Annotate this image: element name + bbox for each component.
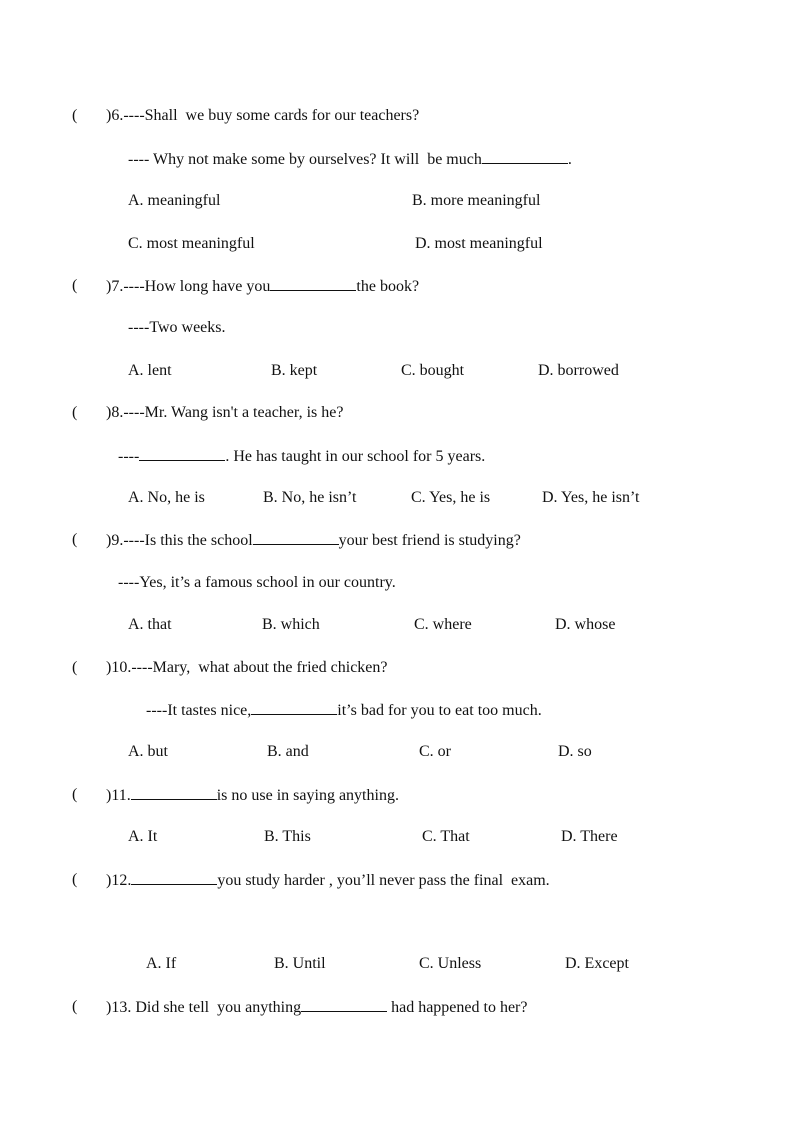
answer-paren: ( [72, 659, 78, 676]
option-d[interactable]: D. most meaningful [415, 235, 543, 252]
reply-text: it’s bad for you to eat too much. [337, 702, 542, 719]
reply-text: . [567, 151, 572, 168]
reply-text: . He has taught in our school for 5 years. [225, 448, 486, 465]
answer-paren: ( [72, 277, 78, 294]
option-d[interactable]: D. Yes, he isn’t [542, 489, 640, 506]
option-a[interactable]: A. that [128, 616, 172, 633]
option-d[interactable]: D. borrowed [538, 362, 619, 379]
question-number: )9. [106, 532, 124, 549]
answer-blank[interactable] [251, 700, 337, 715]
option-d[interactable]: D. Except [565, 955, 629, 972]
answer-blank[interactable] [131, 870, 217, 885]
question-9-prompt [106, 530, 521, 551]
question-text: ----Shall we buy some cards for our teachers? [123, 107, 420, 124]
question-text: ----Mr. Wang isn't a teacher, is he? [123, 404, 344, 421]
reply-text: ---- [118, 448, 140, 465]
question-number: )7. [106, 278, 124, 295]
question-text: )13. Did she tell you anything [106, 999, 302, 1016]
option-d[interactable]: D. whose [555, 616, 616, 633]
option-a[interactable]: A. It [128, 828, 158, 845]
answer-blank[interactable] [301, 997, 387, 1012]
question-text: the book? [356, 278, 420, 295]
option-c[interactable]: C. That [422, 828, 470, 845]
question-number: )8. [106, 404, 124, 421]
option-c[interactable]: C. where [414, 616, 472, 633]
question-number: )11. [106, 787, 131, 804]
question-text: your best friend is studying? [338, 532, 521, 549]
answer-paren: ( [72, 786, 78, 803]
option-c[interactable]: C. Unless [419, 955, 482, 972]
option-b[interactable]: B. No, he isn’t [263, 489, 357, 506]
question-number: )12. [106, 872, 132, 889]
option-a[interactable]: A. If [146, 955, 177, 972]
question-8-reply [118, 446, 485, 467]
option-b[interactable]: B. more meaningful [412, 192, 541, 209]
question-10-prompt [106, 658, 388, 678]
option-c[interactable]: C. bought [401, 362, 465, 379]
answer-blank[interactable] [253, 530, 339, 545]
option-b[interactable]: B. kept [271, 362, 318, 379]
question-13-prompt [106, 997, 527, 1018]
question-text: had happened to her? [387, 999, 528, 1016]
question-12-prompt [106, 870, 550, 891]
question-text: ----Mary, what about the fried chicken? [131, 659, 388, 676]
question-7-reply: ----Two weeks. [128, 319, 226, 336]
option-b[interactable]: B. which [262, 616, 320, 633]
option-a[interactable]: A. lent [128, 362, 172, 379]
option-b[interactable]: B. Until [274, 955, 326, 972]
answer-paren: ( [72, 998, 78, 1015]
answer-blank[interactable] [270, 276, 356, 291]
answer-paren: ( [72, 531, 78, 548]
option-a[interactable]: A. meaningful [128, 192, 221, 209]
question-9-reply: ----Yes, it’s a famous school in our country. [118, 574, 396, 591]
question-number: )10. [106, 659, 132, 676]
reply-text: ---- Why not make some by ourselves? It will be much [128, 151, 482, 168]
answer-blank[interactable] [482, 149, 568, 164]
answer-paren: ( [72, 107, 78, 124]
answer-paren: ( [72, 871, 78, 888]
question-text: is no use in saying anything. [216, 787, 399, 804]
question-8-prompt [106, 403, 343, 423]
question-6-reply [128, 149, 572, 170]
option-a[interactable]: A. No, he is [128, 489, 205, 506]
question-11-prompt [106, 785, 399, 806]
option-d[interactable]: D. so [558, 743, 592, 760]
question-10-reply [146, 700, 542, 721]
question-text: you study harder , you’ll never pass the final exam. [217, 872, 550, 889]
answer-blank[interactable] [131, 785, 217, 800]
option-a[interactable]: A. but [128, 743, 168, 760]
question-6-prompt [106, 106, 419, 126]
answer-blank[interactable] [139, 446, 225, 461]
option-b[interactable]: B. This [264, 828, 311, 845]
question-number: )6. [106, 107, 124, 124]
option-b[interactable]: B. and [267, 743, 309, 760]
option-d[interactable]: D. There [561, 828, 618, 845]
option-c[interactable]: C. most meaningful [128, 235, 255, 252]
reply-text: ----It tastes nice, [146, 702, 252, 719]
answer-paren: ( [72, 404, 78, 421]
option-c[interactable]: C. Yes, he is [411, 489, 491, 506]
option-c[interactable]: C. or [419, 743, 451, 760]
question-7-prompt [106, 276, 419, 297]
question-text: ----How long have you [123, 278, 271, 295]
question-text: ----Is this the school [123, 532, 253, 549]
